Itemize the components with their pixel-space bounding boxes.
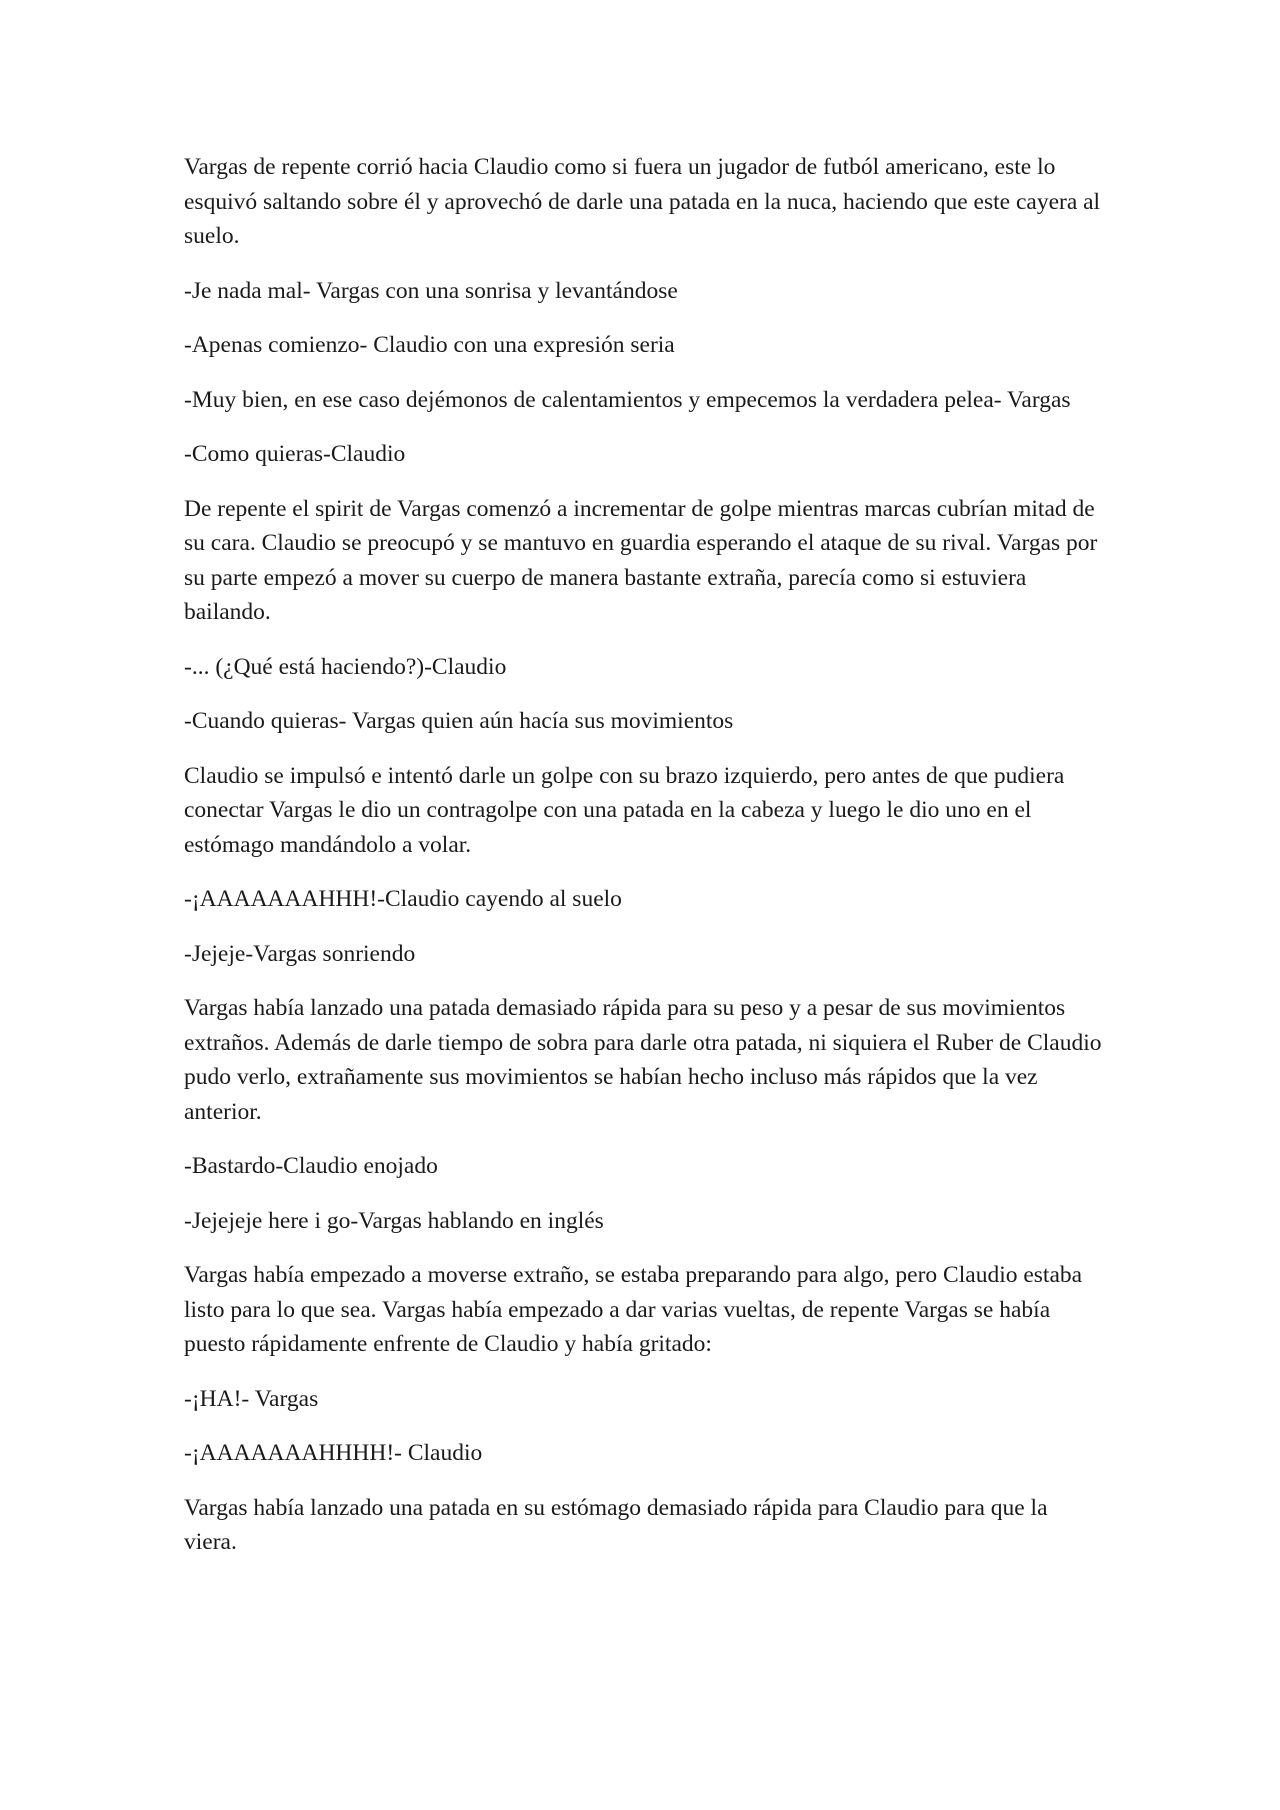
paragraph-18: Vargas había lanzado una patada en su estómago demasiado rápida para Claudio para que la viera. (184, 1494, 1048, 1555)
paragraph-6: De repente el spirit de Vargas comenzó a incrementar de golpe mientras marcas cubrían mitad de su cara. Claudio se preocupó y se mantuvo en guardia esperando el ataque de su rival. Vargas por su parte empezó a mover su cuerpo de manera bastante extraña, parecía como si estuviera bailando. (184, 495, 1098, 625)
paragraph-9: Claudio se impulsó e intentó darle un golpe con su brazo izquierdo, pero antes de que pudiera conectar Vargas le dio un contragolpe con una patada en la cabeza y luego le dio uno en el estómago mandándolo a volar. (184, 762, 1065, 858)
paragraph-7: -... (¿Qué está haciendo?)-Claudio (184, 653, 507, 680)
paragraph-8: -Cuando quieras- Vargas quien aún hacía sus movimientos (184, 708, 734, 734)
paragraph-1: Vargas de repente corrió hacia Claudio como si fuera un jugador de futból americano, este lo esquivó saltando sobre él y aprovechó de darle una patada en la nuca, haciendo que este cayera al suelo. (184, 154, 1101, 249)
document-page (184, 150, 1104, 1580)
paragraph-14: -Jejejeje here i go-Vargas hablando en inglés (184, 1207, 604, 1234)
paragraph-13: -Bastardo-Claudio enojado (184, 1153, 438, 1179)
paragraph-4: -Muy bien, en ese caso dejémonos de calentamientos y empecemos la verdadera pelea- Vargas (184, 386, 1071, 413)
paragraph-12: Vargas había lanzado una patada demasiado rápida para su peso y a pesar de sus movimientos extraños. Además de darle tiempo de sobra para darle otra patada, ni siquiera el Ruber de Claudio pudo verlo, extrañamente sus movimientos se habían hecho incluso más rápidos que la vez anterior. (184, 995, 1102, 1125)
paragraph-11: -Jejeje-Vargas sonriendo (184, 940, 416, 967)
paragraph-3: -Apenas comienzo- Claudio con una expresión seria (184, 332, 675, 358)
paragraph-15: Vargas había empezado a moverse extraño, se estaba preparando para algo, pero Claudio estaba listo para lo que sea. Vargas había empezado a dar varias vueltas, de repente Vargas se había puesto rápidamente enfrente de Claudio y había gritado: (184, 1262, 1083, 1357)
paragraph-2: -Je nada mal- Vargas con una sonrisa y levantándose (184, 277, 678, 304)
paragraph-5: -Como quieras-Claudio (184, 441, 406, 467)
paragraph-16: -¡HA!- Vargas (184, 1385, 319, 1412)
paragraph-10: -¡AAAAAAAHHH!-Claudio cayendo al suelo (184, 886, 622, 912)
paragraph-17: -¡AAAAAAAHHHH!- Claudio (184, 1440, 483, 1466)
